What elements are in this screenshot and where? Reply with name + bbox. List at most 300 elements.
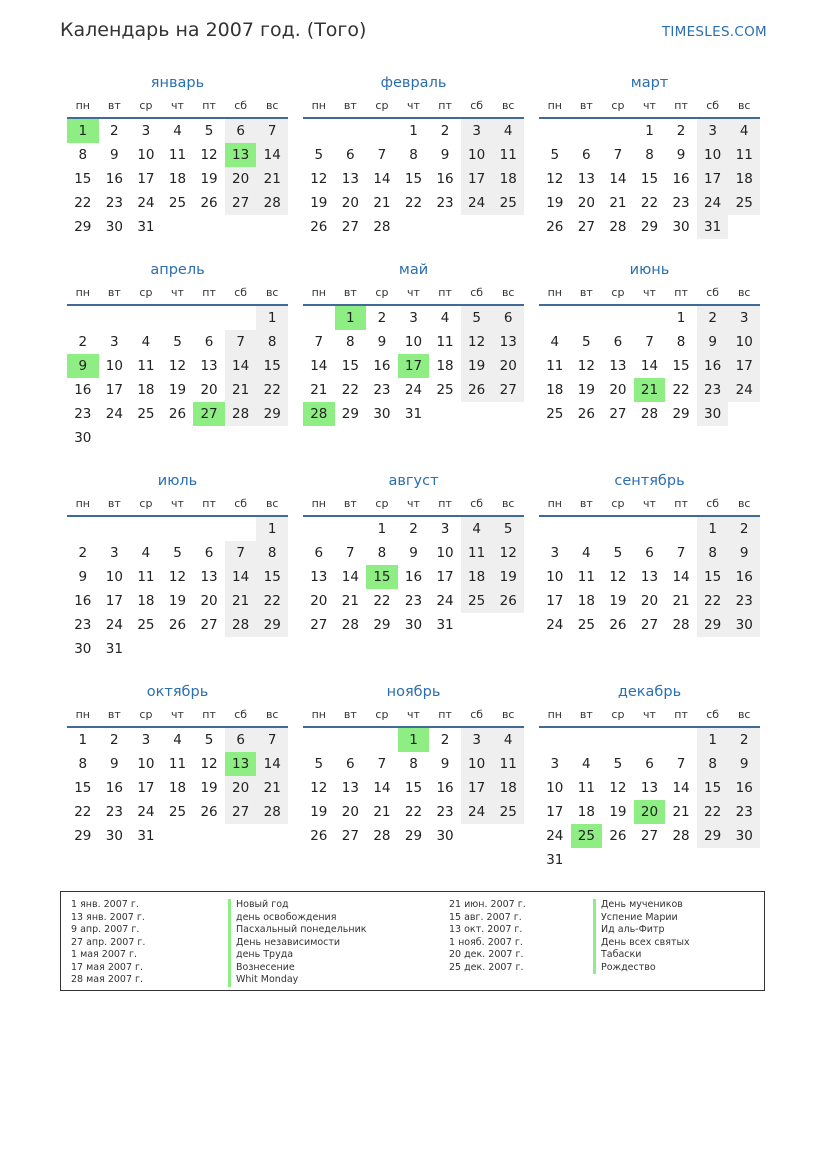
weekday-label: пт <box>674 286 688 299</box>
day-grid <box>539 306 760 426</box>
weekend-day-cell: 24 <box>728 378 760 402</box>
weekend-day-cell: 28 <box>256 800 288 824</box>
weekend-day-cell: 2 <box>728 517 760 541</box>
weekday-label: чт <box>171 286 184 299</box>
weekend-day-cell: 21 <box>225 589 257 613</box>
day-cell: 26 <box>200 195 218 211</box>
weekend-day-cell: 8 <box>697 752 729 776</box>
holiday-name: Новый год <box>228 899 367 912</box>
weekend-day-cell: 4 <box>728 119 760 143</box>
day-cell: 9 <box>377 334 387 350</box>
day-cell: 9 <box>110 756 119 772</box>
holiday-day-cell: 1 <box>398 728 430 752</box>
weekday-label: чт <box>171 497 184 510</box>
day-cell: 12 <box>577 358 595 374</box>
day-cell: 10 <box>404 334 423 350</box>
day-cell: 27 <box>341 219 359 235</box>
weekend-day-cell: 28 <box>225 613 257 637</box>
day-cell: 24 <box>546 828 564 844</box>
weekend-day-cell: 28 <box>225 402 257 426</box>
day-cell: 5 <box>314 147 324 163</box>
day-cell: 4 <box>550 334 560 350</box>
weekday-label: пт <box>438 708 452 721</box>
empty-cell <box>571 728 603 752</box>
weekend-day-cell: 11 <box>492 752 524 776</box>
weekday-label: пт <box>202 497 216 510</box>
weekend-day-cell: 8 <box>697 541 729 565</box>
weekday-label: вт <box>343 708 357 721</box>
day-cell: 16 <box>74 593 92 609</box>
weekend-day-cell: 14 <box>225 354 257 378</box>
day-cell: 2 <box>78 545 88 561</box>
day-cell: 2 <box>110 732 119 748</box>
day-cell: 17 <box>436 569 454 585</box>
holiday-name: Табаски <box>593 949 690 962</box>
holiday-day-cell: 1 <box>335 306 367 330</box>
weekday-label: ср <box>611 286 625 299</box>
day-grid <box>303 517 524 637</box>
weekday-label: сб <box>234 708 248 721</box>
day-cell: 14 <box>373 780 391 796</box>
holiday-date: 25 дек. 2007 г. <box>449 961 524 973</box>
empty-cell <box>225 517 257 541</box>
month-block <box>539 72 760 239</box>
weekend-day-cell: 22 <box>256 589 288 613</box>
weekday-label: пн <box>75 286 90 299</box>
day-cell: 20 <box>577 195 595 211</box>
weekday-label: чт <box>407 497 420 510</box>
weekday-label: сб <box>706 286 720 299</box>
day-cell: 6 <box>613 334 623 350</box>
weekday-label: сб <box>470 99 484 112</box>
weekday-label: вс <box>501 286 515 299</box>
day-cell: 28 <box>672 617 690 633</box>
day-cell: 1 <box>409 123 418 139</box>
holiday-day-cell: 21 <box>634 378 666 402</box>
weekday-label: ср <box>611 99 625 112</box>
day-cell: 8 <box>346 334 355 350</box>
weekday-label: вс <box>265 708 279 721</box>
weekend-day-cell: 5 <box>461 306 493 330</box>
day-cell: 12 <box>310 780 328 796</box>
month-title: декабрь <box>617 684 682 700</box>
month-title: сентябрь <box>614 473 685 489</box>
holiday-name: Пасхальный понедельник <box>228 924 367 937</box>
day-cell: 13 <box>200 358 218 374</box>
weekday-label: пт <box>674 708 688 721</box>
day-cell: 30 <box>404 617 423 633</box>
weekend-day-cell: 3 <box>461 119 493 143</box>
weekend-day-cell: 9 <box>728 541 760 565</box>
day-cell: 25 <box>168 804 187 820</box>
day-cell: 2 <box>78 334 88 350</box>
weekend-day-cell: 26 <box>461 378 493 402</box>
weekend-day-cell: 20 <box>225 167 257 191</box>
day-cell: 9 <box>110 147 119 163</box>
empty-cell <box>634 517 666 541</box>
weekend-day-cell: 7 <box>225 330 257 354</box>
holiday-name: День независимости <box>228 937 367 950</box>
day-cell: 19 <box>200 780 218 796</box>
day-cell: 5 <box>613 756 623 772</box>
day-cell: 17 <box>137 780 155 796</box>
weekday-label: вс <box>501 708 515 721</box>
day-cell: 18 <box>168 780 187 796</box>
day-cell: 7 <box>613 147 623 163</box>
holiday-date: 13 янв. 2007 г. <box>71 911 145 923</box>
month-title: октябрь <box>146 684 209 700</box>
weekday-label: пн <box>547 286 562 299</box>
day-cell: 19 <box>168 593 187 609</box>
day-cell: 15 <box>672 358 690 374</box>
weekend-day-cell: 20 <box>492 354 524 378</box>
weekday-label: чт <box>407 286 420 299</box>
weekend-day-cell: 3 <box>461 728 493 752</box>
holiday-name: День мучеников <box>593 899 690 912</box>
day-cell: 29 <box>404 828 423 844</box>
day-cell: 29 <box>672 406 690 422</box>
day-cell: 4 <box>141 545 151 561</box>
empty-cell <box>99 306 131 330</box>
day-cell: 5 <box>314 756 324 772</box>
empty-cell <box>366 728 398 752</box>
day-cell: 5 <box>613 545 623 561</box>
day-cell: 7 <box>314 334 324 350</box>
weekend-day-cell: 25 <box>492 191 524 215</box>
empty-cell <box>162 517 194 541</box>
weekday-label: чт <box>171 99 184 112</box>
day-cell: 22 <box>640 195 659 211</box>
day-cell: 15 <box>74 780 92 796</box>
day-cell: 13 <box>640 569 659 585</box>
weekend-day-cell: 3 <box>697 119 729 143</box>
weekend-day-cell: 7 <box>225 541 257 565</box>
day-cell: 9 <box>440 147 450 163</box>
weekday-label: вт <box>579 286 593 299</box>
weekday-header <box>539 94 760 119</box>
weekend-day-cell: 14 <box>256 752 288 776</box>
weekday-label: ср <box>139 708 153 721</box>
weekend-day-cell: 10 <box>728 330 760 354</box>
weekend-day-cell: 14 <box>225 565 257 589</box>
day-cell: 21 <box>672 804 690 820</box>
weekend-day-cell: 10 <box>461 752 493 776</box>
day-cell: 10 <box>137 147 155 163</box>
empty-cell <box>99 517 131 541</box>
day-cell: 16 <box>672 171 690 187</box>
day-cell: 10 <box>137 756 155 772</box>
weekend-day-cell: 12 <box>461 330 493 354</box>
empty-cell <box>539 119 571 143</box>
day-cell: 21 <box>310 382 328 398</box>
day-cell: 21 <box>672 593 690 609</box>
weekday-label: ср <box>139 99 153 112</box>
holiday-name: Ид аль-Фитр <box>593 924 690 937</box>
weekday-label: чт <box>643 708 656 721</box>
weekday-label: вс <box>501 99 515 112</box>
weekday-header <box>539 703 760 728</box>
holiday-day-cell: 13 <box>225 752 257 776</box>
weekday-label: ср <box>375 286 389 299</box>
day-cell: 8 <box>409 756 418 772</box>
day-cell: 18 <box>168 171 187 187</box>
day-cell: 26 <box>168 617 187 633</box>
weekend-day-cell: 29 <box>256 613 288 637</box>
day-cell: 1 <box>78 732 88 748</box>
day-cell: 27 <box>640 617 659 633</box>
empty-cell <box>67 517 99 541</box>
weekend-day-cell: 4 <box>461 517 493 541</box>
weekday-label: пт <box>202 708 216 721</box>
day-cell: 8 <box>78 147 88 163</box>
day-cell: 14 <box>373 171 391 187</box>
weekend-day-cell: 11 <box>492 143 524 167</box>
day-cell: 13 <box>341 171 359 187</box>
weekend-day-cell: 1 <box>256 306 288 330</box>
day-cell: 28 <box>640 406 659 422</box>
day-grid <box>539 728 760 872</box>
weekend-day-cell: 10 <box>697 143 729 167</box>
holiday-date: 9 апр. 2007 г. <box>71 924 140 935</box>
day-cell: 3 <box>141 732 151 748</box>
holiday-day-cell: 15 <box>366 565 398 589</box>
holiday-day-cell: 20 <box>634 800 666 824</box>
empty-cell <box>602 517 634 541</box>
day-cell: 5 <box>204 123 214 139</box>
holiday-date: 28 мая 2007 г. <box>71 974 144 985</box>
day-cell: 10 <box>105 358 123 374</box>
holiday-day-cell: 28 <box>303 402 335 426</box>
day-cell: 2 <box>676 123 686 139</box>
weekend-day-cell: 16 <box>728 776 760 800</box>
weekday-label: чт <box>643 497 656 510</box>
day-cell: 16 <box>436 171 454 187</box>
day-cell: 15 <box>640 171 659 187</box>
weekday-label: чт <box>171 708 184 721</box>
empty-cell <box>539 728 571 752</box>
weekday-label: чт <box>407 708 420 721</box>
day-cell: 26 <box>609 828 627 844</box>
day-cell: 31 <box>137 219 155 235</box>
day-cell: 23 <box>436 195 454 211</box>
weekday-label: ср <box>375 497 389 510</box>
weekday-label: вс <box>737 99 751 112</box>
holiday-day-cell: 27 <box>193 402 225 426</box>
weekday-label: вт <box>579 99 593 112</box>
empty-cell <box>303 517 335 541</box>
day-cell: 18 <box>546 382 564 398</box>
day-cell: 9 <box>440 756 450 772</box>
day-cell: 7 <box>346 545 355 561</box>
weekday-label: вт <box>107 99 121 112</box>
day-cell: 11 <box>436 334 454 350</box>
weekday-label: вт <box>107 286 121 299</box>
weekend-day-cell: 28 <box>256 191 288 215</box>
day-cell: 6 <box>645 756 654 772</box>
day-cell: 8 <box>645 147 654 163</box>
day-grid <box>539 119 760 239</box>
weekend-day-cell: 27 <box>492 378 524 402</box>
weekday-label: пн <box>75 708 90 721</box>
empty-cell <box>303 306 335 330</box>
holiday-name: Вознесение <box>228 962 367 975</box>
day-cell: 7 <box>676 756 686 772</box>
weekend-day-cell: 22 <box>256 378 288 402</box>
day-cell: 30 <box>373 406 391 422</box>
day-cell: 13 <box>341 780 359 796</box>
month-block <box>303 681 524 872</box>
day-cell: 19 <box>310 804 328 820</box>
day-cell: 26 <box>310 828 328 844</box>
holiday-date: 1 мая 2007 г. <box>71 949 137 960</box>
day-cell: 30 <box>105 828 123 844</box>
day-cell: 15 <box>404 171 423 187</box>
day-cell: 19 <box>200 171 218 187</box>
day-grid <box>67 306 288 450</box>
weekday-label: вс <box>265 99 279 112</box>
day-cell: 2 <box>110 123 119 139</box>
day-cell: 12 <box>200 756 218 772</box>
weekday-label: вт <box>579 497 593 510</box>
day-cell: 6 <box>582 147 591 163</box>
day-cell: 23 <box>74 617 92 633</box>
day-cell: 27 <box>341 828 359 844</box>
day-cell: 10 <box>546 780 564 796</box>
day-cell: 9 <box>78 569 88 585</box>
day-cell: 24 <box>546 617 564 633</box>
day-cell: 19 <box>577 382 595 398</box>
weekday-header <box>303 281 524 306</box>
month-title: июнь <box>629 262 670 278</box>
month-block <box>67 259 288 450</box>
holiday-date: 20 дек. 2007 г. <box>449 949 524 960</box>
month-block <box>67 470 288 661</box>
day-cell: 1 <box>377 521 387 537</box>
weekday-label: вт <box>107 497 121 510</box>
day-cell: 4 <box>173 732 182 748</box>
weekday-label: пн <box>311 99 326 112</box>
day-cell: 1 <box>676 310 686 326</box>
day-cell: 21 <box>373 804 391 820</box>
day-cell: 2 <box>409 521 418 537</box>
weekend-day-cell: 11 <box>461 541 493 565</box>
day-cell: 24 <box>105 617 123 633</box>
day-cell: 30 <box>436 828 454 844</box>
day-cell: 27 <box>577 219 595 235</box>
weekend-day-cell: 16 <box>728 565 760 589</box>
day-cell: 30 <box>672 219 690 235</box>
weekend-day-cell: 21 <box>225 378 257 402</box>
weekday-label: пн <box>311 708 326 721</box>
day-cell: 20 <box>310 593 328 609</box>
day-cell: 28 <box>609 219 627 235</box>
day-cell: 8 <box>676 334 686 350</box>
month-block <box>67 681 288 872</box>
weekend-day-cell: 2 <box>728 728 760 752</box>
day-cell: 8 <box>78 756 88 772</box>
holiday-day-cell: 25 <box>571 824 603 848</box>
weekend-day-cell: 30 <box>728 613 760 637</box>
weekend-day-cell: 15 <box>697 776 729 800</box>
weekday-label: пн <box>75 497 90 510</box>
holiday-day-cell: 1 <box>67 119 99 143</box>
weekend-day-cell: 15 <box>256 565 288 589</box>
day-cell: 20 <box>640 593 659 609</box>
page-title: Календарь на 2007 год. (Того) <box>60 19 367 41</box>
empty-cell <box>225 306 257 330</box>
weekday-label: сб <box>470 497 484 510</box>
day-cell: 7 <box>676 545 686 561</box>
weekday-label: вт <box>579 708 593 721</box>
day-cell: 23 <box>672 195 690 211</box>
day-cell: 24 <box>137 804 155 820</box>
brand-link[interactable]: TIMESLES.COM <box>661 24 767 40</box>
holiday-date: 27 апр. 2007 г. <box>71 936 146 948</box>
day-cell: 12 <box>609 780 627 796</box>
day-cell: 30 <box>74 430 92 446</box>
day-cell: 29 <box>341 406 359 422</box>
day-cell: 12 <box>168 569 187 585</box>
day-grid <box>539 517 760 637</box>
day-cell: 26 <box>310 219 328 235</box>
day-cell: 18 <box>577 804 595 820</box>
weekend-day-cell: 5 <box>492 517 524 541</box>
day-cell: 30 <box>74 641 92 657</box>
day-cell: 3 <box>550 545 560 561</box>
day-cell: 20 <box>200 593 218 609</box>
day-cell: 3 <box>110 334 119 350</box>
day-cell: 29 <box>74 828 92 844</box>
day-cell: 28 <box>341 617 359 633</box>
weekday-header <box>67 492 288 517</box>
weekday-label: сб <box>234 497 248 510</box>
weekend-day-cell: 23 <box>728 589 760 613</box>
weekend-day-cell: 19 <box>461 354 493 378</box>
month-title: апрель <box>150 262 205 278</box>
weekend-day-cell: 10 <box>461 143 493 167</box>
day-cell: 29 <box>74 219 92 235</box>
weekend-day-cell: 22 <box>697 800 729 824</box>
day-cell: 26 <box>609 617 627 633</box>
day-cell: 24 <box>137 195 155 211</box>
weekend-day-cell: 6 <box>492 306 524 330</box>
weekend-day-cell: 15 <box>697 565 729 589</box>
empty-cell <box>130 306 162 330</box>
weekday-label: чт <box>407 99 420 112</box>
day-cell: 20 <box>341 804 359 820</box>
day-cell: 16 <box>105 780 123 796</box>
day-cell: 27 <box>609 406 627 422</box>
day-grid <box>67 119 288 239</box>
day-cell: 13 <box>609 358 627 374</box>
weekday-label: вс <box>737 497 751 510</box>
day-cell: 5 <box>550 147 560 163</box>
month-title: май <box>398 262 429 278</box>
weekday-header <box>67 281 288 306</box>
empty-cell <box>539 517 571 541</box>
weekday-label: ср <box>611 497 625 510</box>
holiday-day-cell: 9 <box>67 354 99 378</box>
day-cell: 19 <box>168 382 187 398</box>
holiday-date: 17 мая 2007 г. <box>71 961 144 973</box>
month-block <box>539 681 760 872</box>
empty-cell <box>67 306 99 330</box>
day-cell: 11 <box>546 358 564 374</box>
weekday-label: сб <box>706 497 720 510</box>
weekend-day-cell: 1 <box>256 517 288 541</box>
weekday-label: ср <box>611 708 625 721</box>
weekday-label: ср <box>139 286 153 299</box>
